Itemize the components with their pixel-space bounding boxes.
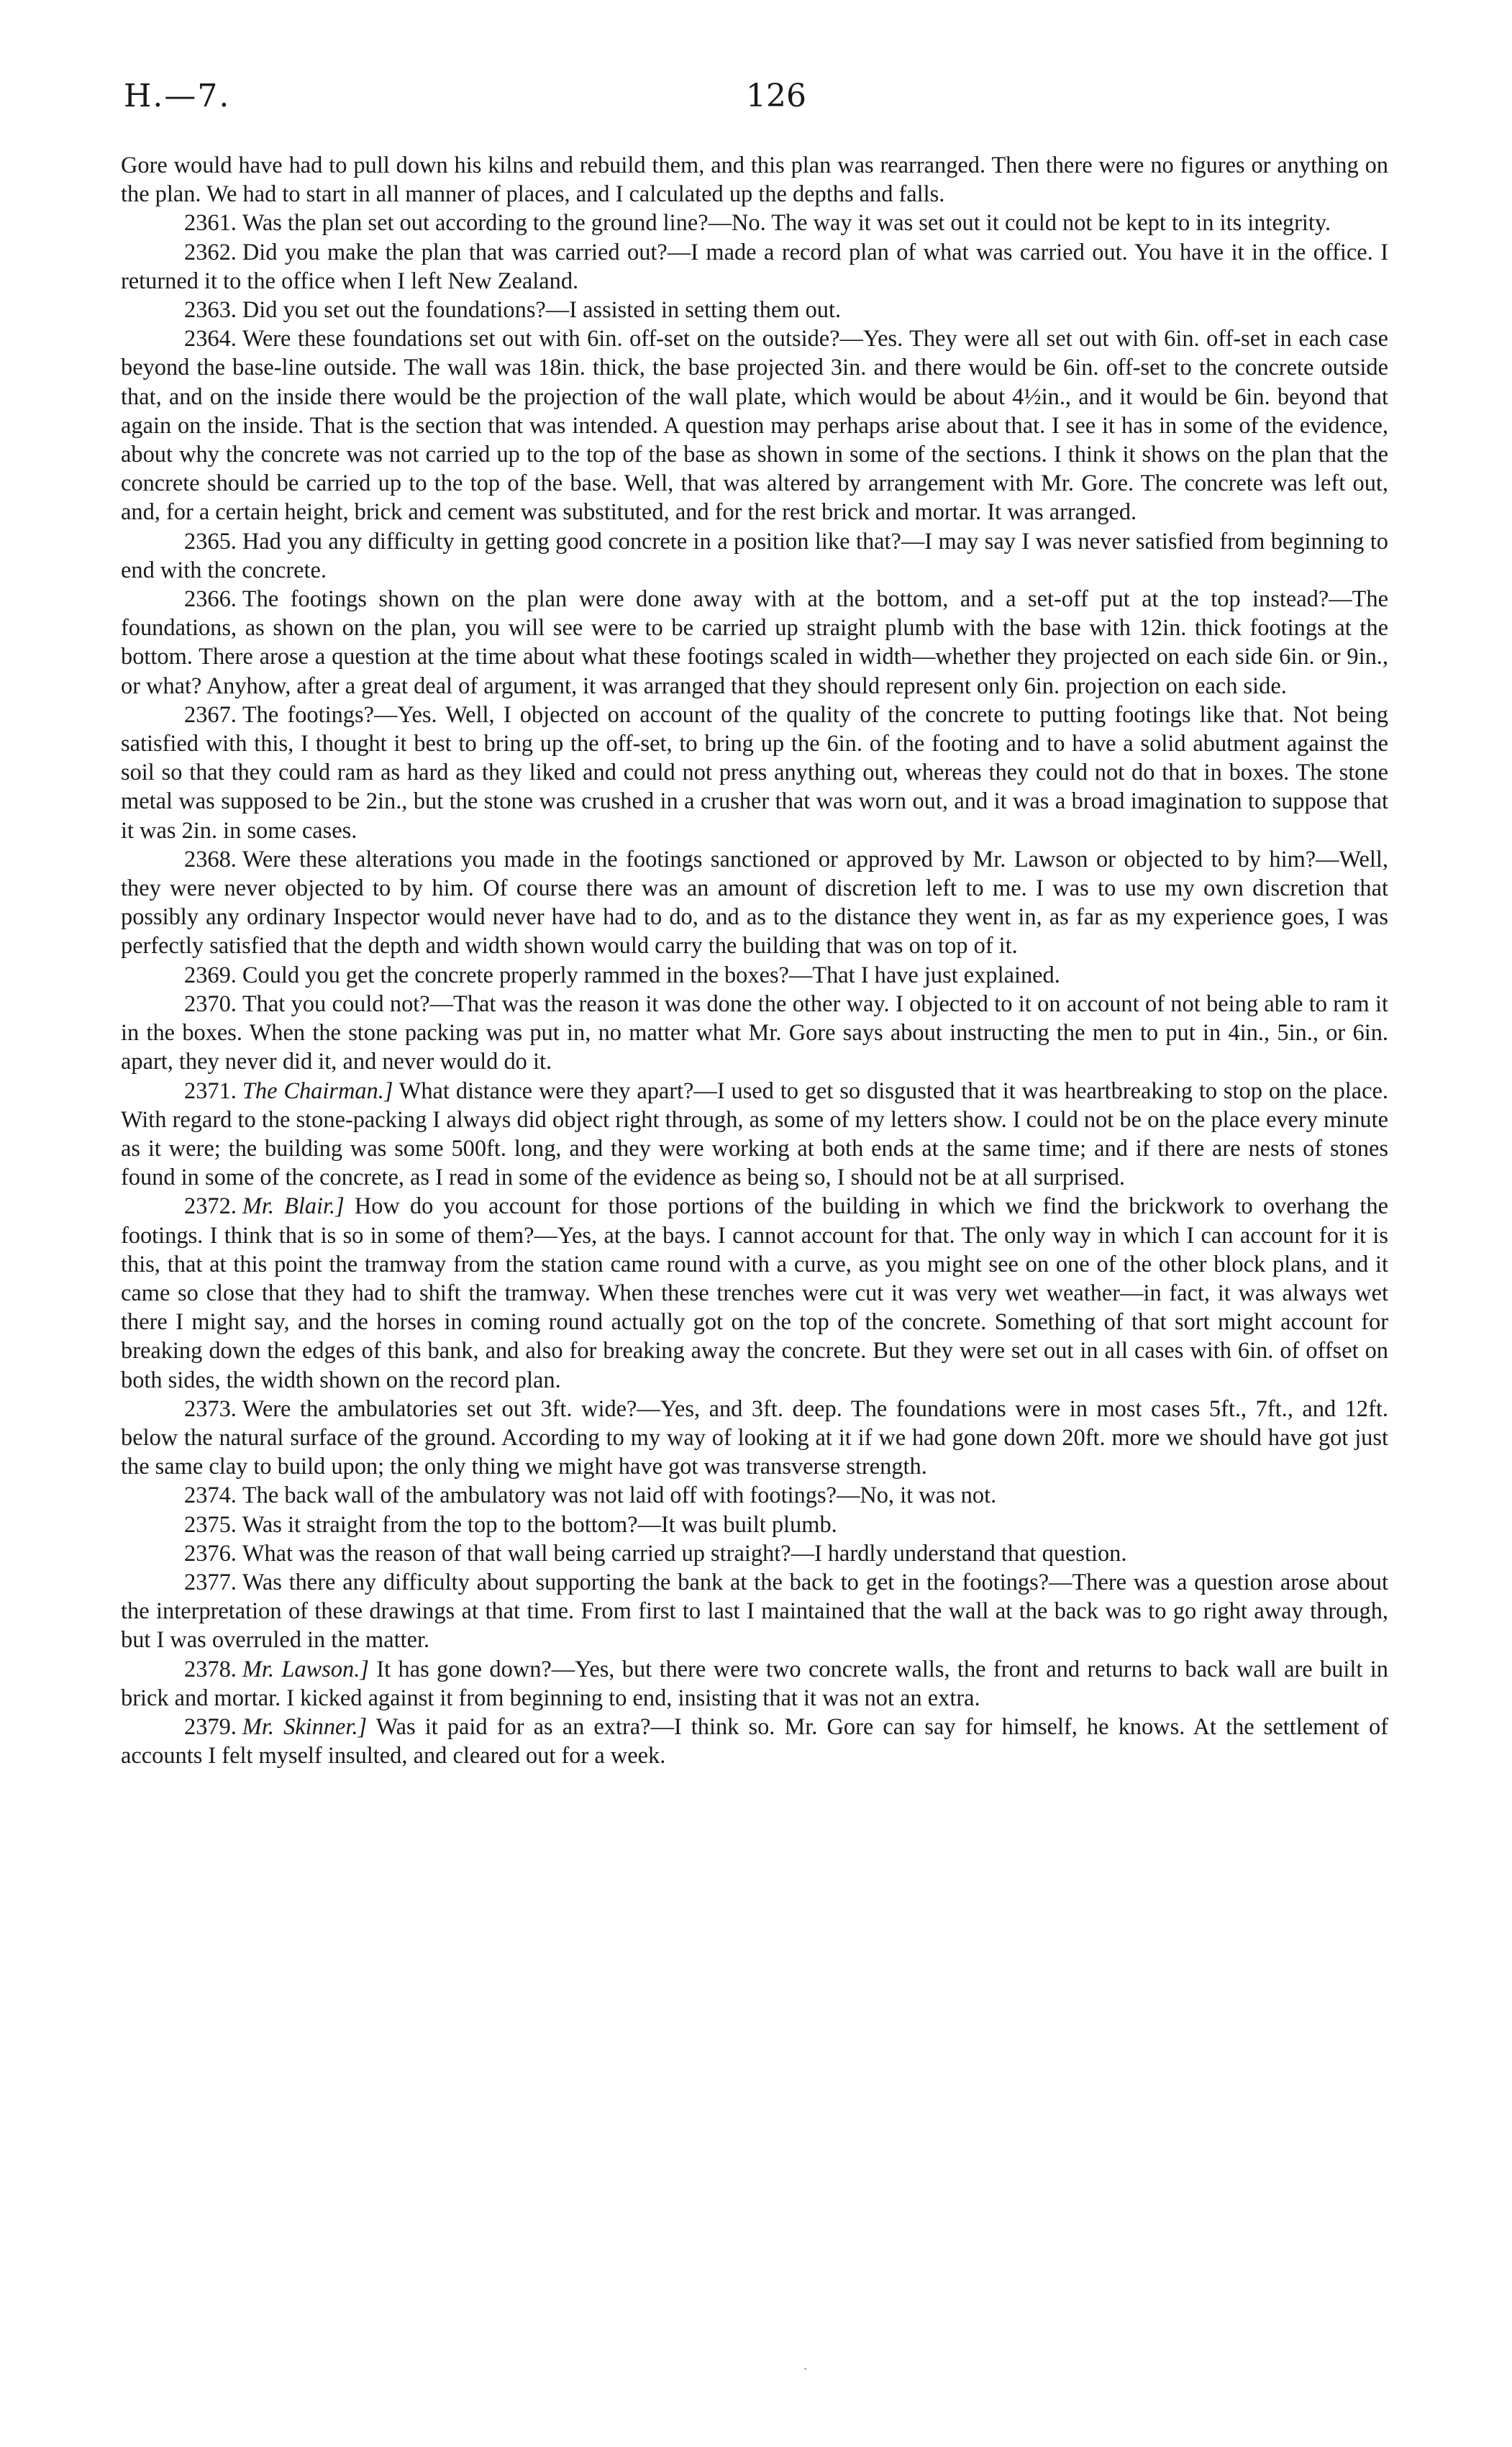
question-number: 2374. <box>184 1482 237 1509</box>
question-number: 2375. <box>184 1511 237 1538</box>
document-reference: H.—7. <box>124 78 231 114</box>
entry-text: Was it straight from the top to the bottom?—It was built plumb. <box>242 1511 837 1538</box>
page-header <box>124 78 1388 121</box>
question-number: 2367. <box>184 701 237 728</box>
question-number: 2370. <box>184 990 237 1017</box>
question-number: 2368. <box>184 846 237 872</box>
testimony-entry <box>121 701 1388 845</box>
entry-text: It has gone down?—Yes, but there were two concrete walls, the front and returns to back wall are built in brick and mortar. I kicked against it from beginning to end, insisting that it was not an extra. <box>121 1656 1388 1711</box>
entry-text: How do you account for those portions of the building in which we find the brickwork to overhang the footings. I think that is so in some of them?—Yes, at the bays. I cannot account for that. The only way in which I can account for it is this, that at this point the tramway from the station came round with a curve, as you might see on one of the other block plans, and it came so close that they had to shift the tramway. When these trenches were cut it was very wet weather—in fact, it was always wet there I might say, and the horses in coming round actually got on the top of the concrete. Something of that sort might account for breaking down the edges of this bank, and also for breaking away the concrete. But they were set out in all cases with 6in. of offset on both sides, the width shown on the record plan. <box>121 1193 1388 1393</box>
question-number: 2362. <box>184 239 237 265</box>
entry-text: Was it paid for as an extra?—I think so. Mr. Gore can say for himself, he knows. At the settlement of accounts I felt myself insulted, and cleared out for a week. <box>121 1713 1389 1769</box>
question-number: 2364. <box>184 326 237 352</box>
testimony-entry <box>121 961 1388 990</box>
question-number: 2372. <box>184 1193 237 1220</box>
testimony-entry <box>121 845 1388 961</box>
speaker-attribution: Mr. Blair.] <box>242 1193 345 1220</box>
testimony-entry <box>121 296 1388 324</box>
print-speck <box>804 2368 806 2370</box>
entry-text: Did you make the plan that was carried out?—I made a record plan of what was carried out. You have it in the office. I returned it to the office when I left New Zealand. <box>121 239 1388 294</box>
testimony-entry <box>121 527 1388 585</box>
question-number: 2363. <box>184 297 237 324</box>
question-number: 2361. <box>184 210 237 237</box>
testimony-entry <box>121 1510 1388 1539</box>
entry-text: The back wall of the ambulatory was not laid off with footings?—No, it was not. <box>242 1482 997 1509</box>
question-number: 2371. <box>184 1077 237 1104</box>
entry-text: Were these alterations you made in the footings sanctioned or approved by Mr. Lawson or objected to by him?—Well, they were never objected to by him. Of course there was an amount of discretion left to me. I was to use my own discretion that possibly any ordinary Inspector would never have had to do, and as to the distance they went in, as far as my experience goes, I was perfectly satisfied that the depth and width shown would carry the building that was on top of it. <box>121 846 1388 960</box>
entry-text: Did you set out the foundations?—I assisted in setting them out. <box>242 297 842 324</box>
testimony-entry <box>121 238 1388 296</box>
entry-text: Had you any difficulty in getting good concrete in a position like that?—I may say I was never satisfied from beginning to end with the concrete. <box>121 528 1388 583</box>
testimony-entry <box>121 1713 1388 1770</box>
testimony-entry <box>121 1395 1388 1482</box>
testimony-entry <box>121 1192 1388 1394</box>
entry-text: The footings shown on the plan were done away with at the bottom, and a set-off put at the top instead?—The foundations, as shown on the plan, you will see were to be carried up straight plumb with the base with 12in. thick footings at the bottom. There arose a question at the time about what these footings scaled in width—whether they projected on each side 6in. or 9in., or what? Anyhow, after a great deal of argument, it was arranged that they should represent only 6in. projection on each side. <box>121 586 1388 699</box>
entry-text: Was the plan set out according to the ground line?—No. The way it was set out it could not be kept to in its integrity. <box>242 210 1331 237</box>
question-number: 2376. <box>184 1540 237 1567</box>
testimony-entry <box>121 209 1388 237</box>
testimony-entry <box>121 990 1388 1077</box>
speaker-attribution: Mr. Skinner.] <box>242 1713 368 1740</box>
continued-paragraph: Gore would have had to pull down his kilns and rebuild them, and this plan was rearranged. Then there were no figures or anything on the plan. We had to start in all manner of places, and I calculated up the depths and falls. <box>121 152 1388 208</box>
entry-text: Was there any difficulty about supporting the bank at the back to get in the footings?—There was a question arose about the interpretation of these drawings at that time. From first to last I maintained that the wall at the back was to go right away through, but I was overruled in the matter. <box>121 1569 1388 1654</box>
question-number: 2369. <box>184 962 237 988</box>
entry-text: Could you get the concrete properly rammed in the boxes?—That I have just explained. <box>242 962 1060 988</box>
question-number: 2377. <box>184 1569 237 1595</box>
speaker-attribution: The Chairman.] <box>242 1077 393 1104</box>
entry-text: That you could not?—That was the reason it was done the other way. I objected to it on account of not being able to ram it in the boxes. When the stone packing was put in, no matter what Mr. Gore says about instructing the men to put in 4in., 5in., or 6in. apart, they never did it, and never would do it. <box>121 990 1388 1075</box>
testimony-entry <box>121 1655 1388 1713</box>
testimony-entry <box>121 1539 1388 1568</box>
testimony-entry <box>121 1481 1388 1510</box>
testimony-entry <box>121 324 1388 527</box>
question-number: 2379. <box>184 1713 237 1740</box>
entry-text: Were these foundations set out with 6in. off-set on the outside?—Yes. They were all set out with 6in. off-set in each case beyond the base-line outside. The wall was 18in. thick, the base projected 3in. and there would be 6in. off-set to the concrete outside that, and on the inside there would be the projection of the wall plate, which would be about 4½in., and it would be 6in. beyond that again on the inside. That is the section that was intended. A question may perhaps arise about that. I see it has in some of the evidence, about why the concrete was not carried up to the top of the base as shown in some of the sections. I think it shows on the plan that the concrete should be carried up to the top of the base. Well, that was altered by arrangement with Mr. Gore. The concrete was left out, and, for a certain height, brick and cement was substituted, and for the rest brick and mortar. It was arranged. <box>121 326 1388 526</box>
entry-text: What distance were they apart?—I used to get so disgusted that it was heartbreaking to stop on the place. With regard to the stone-packing I always did object right through, as some of my letters show. I could not be on the place every minute as it were; the building was some 500ft. long, and they were working at both ends at the same time; and if there are nests of stones found in some of the concrete, as I read in some of the evidence as being so, I should not be at all surprised. <box>121 1077 1388 1191</box>
speaker-attribution: Mr. Lawson.] <box>242 1656 369 1682</box>
question-number: 2366. <box>184 586 237 613</box>
page-number: 126 <box>746 78 806 114</box>
testimony-entry <box>121 1568 1388 1655</box>
entry-text: The footings?—Yes. Well, I objected on account of the quality of the concrete to putting footings like that. Not being satisfied with this, I thought it best to bring up the off-set, to bring up the 6in. of the footing and to have a solid abutment against the soil so that they could ram as hard as they liked and could not press anything out, whereas they could not do that in boxes. The stone metal was supposed to be 2in., but the stone was crushed in a crusher that was worn out, and it was a broad imagination to suppose that it was 2in. in some cases. <box>121 701 1388 844</box>
question-number: 2373. <box>184 1395 237 1422</box>
question-number: 2378. <box>184 1656 237 1682</box>
question-number: 2365. <box>184 528 237 555</box>
testimony-body <box>121 151 1388 1770</box>
testimony-entry <box>121 585 1388 701</box>
entry-text: Were the ambulatories set out 3ft. wide?—Yes, and 3ft. deep. The foundations were in most cases 5ft., 7ft., and 12ft. below the natural surface of the ground. According to my way of looking at it if we had gone down 20ft. more we should have got just the same clay to build upon; the only thing we might have got was transverse strength. <box>121 1395 1388 1480</box>
entry-text: What was the reason of that wall being carried up straight?—I hardly understand that question. <box>242 1540 1127 1567</box>
testimony-entry <box>121 1077 1388 1193</box>
